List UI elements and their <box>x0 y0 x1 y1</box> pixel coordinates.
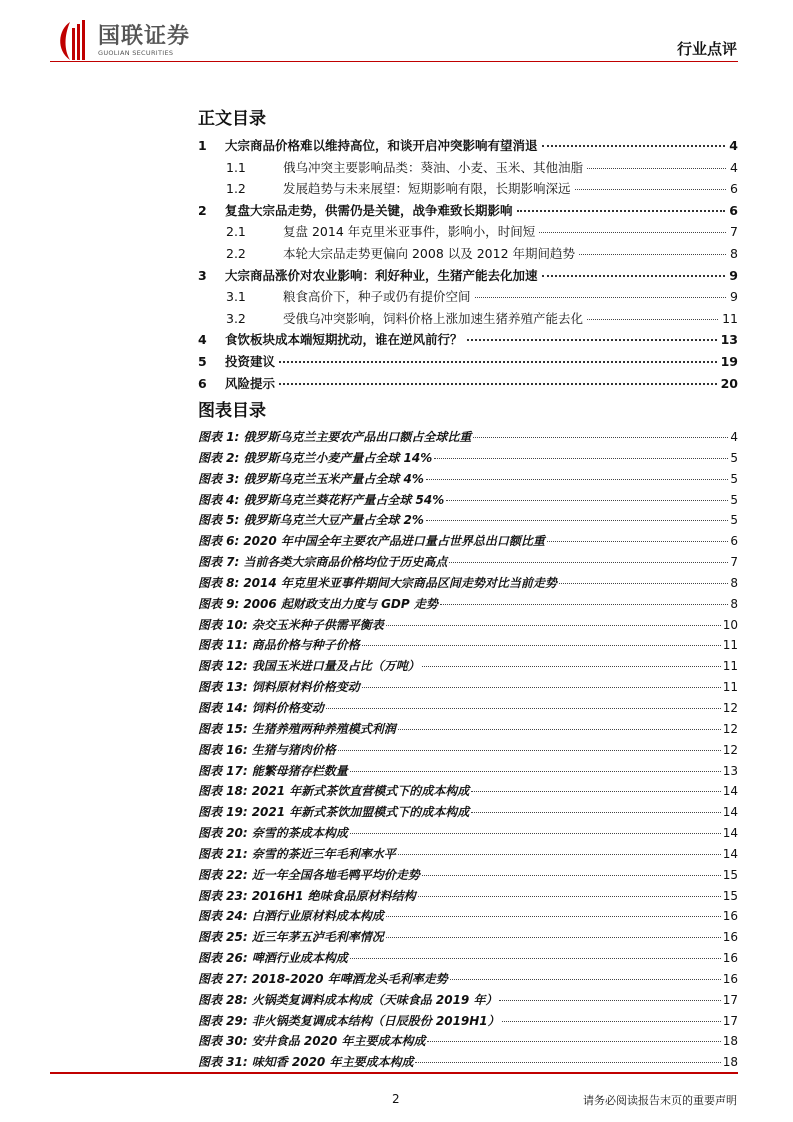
toc-entry[interactable] <box>198 266 738 288</box>
dot-leader <box>475 297 727 298</box>
dot-leader <box>422 875 721 876</box>
figure-entry-title: 火锅类复调料成本构成（天味食品 2019 年） <box>251 992 498 1007</box>
toc-title: 正文目录 <box>198 109 266 129</box>
figure-entry[interactable] <box>198 1012 738 1033</box>
dot-leader <box>398 729 721 730</box>
figure-entry[interactable] <box>198 741 738 762</box>
dot-leader <box>415 1062 720 1063</box>
figure-entry-label: 图表 28: <box>198 992 248 1007</box>
toc-entry-page: 8 <box>730 245 738 261</box>
figure-entry[interactable] <box>198 532 738 553</box>
figure-entry-label: 图表 26: <box>198 951 248 966</box>
figure-entry-page: 15 <box>722 888 738 903</box>
figure-entry-page: 10 <box>722 617 738 632</box>
figure-entry-title: 2020 年中国全年主要农产品进口量占世界总出口额比重 <box>243 534 545 549</box>
figure-entry-page: 15 <box>722 867 738 882</box>
dot-leader <box>386 937 721 938</box>
figure-entry-title: 生猪养殖两种养殖模式利润 <box>251 721 396 736</box>
figure-entry-label: 图表 3: <box>198 471 240 486</box>
figure-entry[interactable] <box>198 428 738 449</box>
figure-entry-page: 11 <box>722 638 738 653</box>
toc-entry-page: 20 <box>720 375 738 391</box>
figure-entry-title: 2016H1 绝味食品原材料结构 <box>251 888 416 903</box>
toc-entry-title: 本轮大宗品走势更偏向 2008 以及 2012 年期间趋势 <box>283 245 576 261</box>
figure-entry-title: 2014 年克里米亚事件期间大宗商品区间走势对比当前走势 <box>243 575 557 590</box>
figure-entry-label: 图表 14: <box>198 700 248 715</box>
figure-entry-title: 生猪与猪肉价格 <box>251 742 336 757</box>
figure-entry-label: 图表 2: <box>198 450 240 465</box>
figure-entry-page: 4 <box>730 430 738 444</box>
toc-entry-number: 5 <box>198 353 207 369</box>
toc-entry[interactable] <box>198 222 738 244</box>
toc-entry-page: 6 <box>730 181 738 197</box>
figure-entry-title: 能繁母猪存栏数量 <box>251 763 348 778</box>
figure-entry[interactable] <box>198 803 738 824</box>
toc-entry-title: 受俄乌冲突影响，饲料价格上涨加速生猪养殖产能去化 <box>283 310 584 326</box>
dot-leader <box>539 232 726 233</box>
figure-entry-page: 17 <box>722 1013 738 1028</box>
toc-entry-number: 1 <box>198 138 207 153</box>
dot-leader <box>587 319 718 320</box>
document-type: 行业点评 <box>676 40 737 58</box>
figure-entry-label: 图表 23: <box>198 888 248 903</box>
figure-entry-label: 图表 1: <box>198 430 240 444</box>
dot-leader <box>547 541 728 542</box>
figure-entry-label: 图表 16: <box>198 742 248 757</box>
figure-entry-label: 图表 24: <box>198 909 248 924</box>
figure-entry-label: 图表 27: <box>198 971 248 986</box>
dot-leader <box>386 625 721 626</box>
figure-entry-page: 12 <box>722 721 738 736</box>
figure-entry-page: 16 <box>722 909 738 924</box>
figure-entry[interactable] <box>198 616 738 637</box>
figure-entry-page: 16 <box>722 951 738 966</box>
figure-entry-label: 图表 15: <box>198 721 248 736</box>
toc-entry-page: 7 <box>730 224 738 240</box>
dot-leader <box>467 339 717 341</box>
header-divider-thick <box>50 61 344 62</box>
figure-entry-title: 俄罗斯乌克兰大豆产量占全球 2% <box>243 513 424 528</box>
figure-entry-title: 2021 年新式茶饮加盟模式下的成本构成 <box>251 805 470 820</box>
dot-leader <box>499 1000 720 1001</box>
figure-entry-page: 18 <box>722 1055 738 1070</box>
toc-entry[interactable] <box>198 309 738 331</box>
toc-entry-number: 2 <box>198 202 207 218</box>
disclaimer-notice: 请务必阅读报告末页的重要声明 <box>583 1094 737 1107</box>
figures-title: 图表目录 <box>198 401 266 421</box>
dot-leader <box>517 210 726 212</box>
figure-entry-page: 16 <box>722 930 738 945</box>
dot-leader <box>398 854 721 855</box>
toc-entry-number: 6 <box>198 375 207 391</box>
dot-leader <box>449 562 728 563</box>
company-logo <box>56 20 190 62</box>
dot-leader <box>326 708 721 709</box>
figure-entry[interactable] <box>198 907 738 928</box>
toc-entry-title: 风险提示 <box>225 375 276 391</box>
figure-entry[interactable] <box>198 449 738 470</box>
dot-leader <box>434 458 728 459</box>
figure-entry[interactable] <box>198 574 738 595</box>
dot-leader <box>575 189 727 190</box>
toc-entry-page: 6 <box>729 202 738 218</box>
toc-entry-number: 1.2 <box>226 181 246 197</box>
dot-leader <box>386 916 721 917</box>
dot-leader <box>279 383 717 385</box>
figure-entry[interactable] <box>198 845 738 866</box>
table-of-contents <box>198 136 738 395</box>
figure-entry[interactable] <box>198 928 738 949</box>
figure-entry-title: 近三年茅五泸毛利率情况 <box>251 930 384 945</box>
figure-entry-title: 安井食品 2020 年主要成本构成 <box>251 1034 426 1049</box>
toc-entry-title: 大宗商品价格难以维持高位，和谈开启冲突影响有望消退 <box>225 138 538 153</box>
figure-entry-page: 12 <box>722 700 738 715</box>
dot-leader <box>559 583 728 584</box>
toc-entry[interactable] <box>198 287 738 309</box>
dot-leader <box>446 500 728 501</box>
figure-entry[interactable] <box>198 470 738 491</box>
figure-entry-title: 奈雪的茶近三年毛利率水平 <box>251 846 396 861</box>
dot-leader <box>473 437 728 438</box>
figure-entry-page: 5 <box>730 492 738 507</box>
figure-entry-label: 图表 11: <box>198 638 248 653</box>
toc-entry[interactable] <box>198 136 738 158</box>
toc-entry-title: 食饮板块成本端短期扰动，谁在逆风前行？ <box>225 332 463 348</box>
figure-entry[interactable] <box>198 762 738 783</box>
dot-leader <box>542 145 726 147</box>
figure-entry-label: 图表 7: <box>198 555 240 570</box>
dot-leader <box>587 168 726 169</box>
dot-leader <box>502 1021 721 1022</box>
toc-entry[interactable] <box>198 374 738 396</box>
toc-entry-number: 3.1 <box>226 289 246 305</box>
toc-entry[interactable] <box>198 352 738 374</box>
figure-entry-label: 图表 12: <box>198 659 248 674</box>
figure-entry-page: 13 <box>722 763 738 778</box>
list-of-figures <box>198 428 738 1074</box>
toc-entry-page: 19 <box>720 353 738 369</box>
figure-entry-title: 2021 年新式茶饮直营模式下的成本构成 <box>251 784 470 799</box>
figure-entry-title: 非火锅类复调成本结构（日辰股份 2019H1） <box>251 1013 500 1028</box>
figure-entry-label: 图表 9: <box>198 596 240 611</box>
figure-entry-title: 饲料原材料价格变动 <box>251 680 360 695</box>
figure-entry-label: 图表 22: <box>198 867 248 882</box>
dot-leader <box>427 1041 720 1042</box>
dot-leader <box>362 687 721 688</box>
toc-entry-title: 复盘 2014 年克里米亚事件，影响小，时间短 <box>283 224 536 240</box>
figure-entry-label: 图表 31: <box>198 1055 248 1070</box>
figure-entry-page: 14 <box>722 826 738 841</box>
figure-entry-page: 7 <box>730 555 738 570</box>
dot-leader <box>440 604 728 605</box>
figure-entry-label: 图表 10: <box>198 617 248 632</box>
figure-entry-label: 图表 6: <box>198 534 240 549</box>
toc-entry-number: 4 <box>198 332 207 348</box>
toc-entry-title: 粮食高价下，种子或仍有提价空间 <box>283 289 471 305</box>
figure-entry-page: 5 <box>730 513 738 528</box>
figure-entry-page: 18 <box>722 1034 738 1049</box>
figure-entry[interactable] <box>198 595 738 616</box>
figure-entry-page: 11 <box>722 680 738 695</box>
figure-entry-title: 俄罗斯乌克兰葵花籽产量占全球 54% <box>243 492 445 507</box>
dot-leader <box>362 645 721 646</box>
dot-leader <box>471 812 720 813</box>
figure-entry-page: 8 <box>730 575 738 590</box>
dot-leader <box>350 771 721 772</box>
toc-entry-number: 1.1 <box>226 159 246 175</box>
toc-entry[interactable] <box>198 244 738 266</box>
figure-entry[interactable] <box>198 866 738 887</box>
figure-entry-title: 俄罗斯乌克兰小麦产量占全球 14% <box>243 450 433 465</box>
figure-entry-title: 俄罗斯乌克兰主要农产品出口额占全球比重 <box>243 430 472 444</box>
dot-leader <box>422 666 721 667</box>
figure-entry-label: 图表 5: <box>198 513 240 528</box>
dot-leader <box>471 791 720 792</box>
footer-divider <box>50 1072 738 1074</box>
figure-entry-label: 图表 8: <box>198 575 240 590</box>
figure-entry-title: 2006 起财政支出力度与 GDP 走势 <box>243 596 438 611</box>
figure-entry-page: 14 <box>722 846 738 861</box>
figure-entry[interactable] <box>198 824 738 845</box>
dot-leader <box>350 958 721 959</box>
page-number: 2 <box>392 1092 400 1106</box>
dot-leader <box>418 896 721 897</box>
toc-entry-page: 9 <box>729 267 738 283</box>
toc-entry[interactable] <box>198 179 738 201</box>
figure-entry[interactable] <box>198 949 738 970</box>
toc-entry-title: 大宗商品涨价对农业影响：利好种业，生猪产能去化加速 <box>225 267 538 283</box>
toc-entry-title: 投资建议 <box>225 353 276 369</box>
logo-name-en: GUOLIAN SECURITIES <box>98 49 174 57</box>
toc-entry[interactable] <box>198 201 738 223</box>
figure-entry-label: 图表 19: <box>198 805 248 820</box>
figure-entry[interactable] <box>198 553 738 574</box>
figure-entry[interactable] <box>198 491 738 512</box>
dot-leader <box>279 361 717 363</box>
toc-entry-page: 4 <box>729 138 738 153</box>
logo-flame-icon <box>56 20 90 62</box>
figure-entry-title: 当前各类大宗商品价格均位于历史高点 <box>243 555 448 570</box>
figure-entry[interactable] <box>198 720 738 741</box>
figure-entry-label: 图表 21: <box>198 846 248 861</box>
toc-entry-title: 发展趋势与未来展望：短期影响有限，长期影响深远 <box>283 181 571 197</box>
dot-leader <box>542 275 726 277</box>
figure-entry-page: 5 <box>730 471 738 486</box>
toc-entry-number: 3.2 <box>226 310 246 326</box>
figure-entry[interactable] <box>198 636 738 657</box>
figure-entry-title: 近一年全国各地毛鸭平均价走势 <box>251 867 420 882</box>
figure-entry-label: 图表 17: <box>198 763 248 778</box>
toc-entry-page: 4 <box>730 159 738 175</box>
dot-leader <box>426 479 728 480</box>
dot-leader <box>579 254 726 255</box>
figure-entry[interactable] <box>198 511 738 532</box>
figure-entry-page: 16 <box>722 971 738 986</box>
figure-entry-title: 奈雪的茶成本构成 <box>251 826 348 841</box>
figure-entry-page: 11 <box>722 659 738 674</box>
figure-entry-title: 白酒行业原材料成本构成 <box>251 909 384 924</box>
figure-entry-page: 14 <box>722 784 738 799</box>
dot-leader <box>338 750 721 751</box>
figure-entry-title: 杂交玉米种子供需平衡表 <box>251 617 384 632</box>
figure-entry-label: 图表 30: <box>198 1034 248 1049</box>
logo-name-cn: 国联证券 <box>98 24 191 49</box>
figure-entry-page: 14 <box>722 805 738 820</box>
figure-entry-label: 图表 29: <box>198 1013 248 1028</box>
toc-entry-number: 2.2 <box>226 245 246 261</box>
toc-entry[interactable] <box>198 158 738 180</box>
dot-leader <box>426 520 728 521</box>
dot-leader <box>350 833 721 834</box>
figure-entry-title: 俄罗斯乌克兰玉米产量占全球 4% <box>243 471 424 486</box>
figure-entry-page: 12 <box>722 742 738 757</box>
figure-entry-title: 啤酒行业成本构成 <box>251 951 348 966</box>
figure-entry-title: 饲料价格变动 <box>251 700 324 715</box>
figure-entry-title: 我国玉米进口量及占比（万吨） <box>251 659 420 674</box>
figure-entry[interactable] <box>198 887 738 908</box>
figure-entry[interactable] <box>198 1032 738 1053</box>
figure-entry-label: 图表 25: <box>198 930 248 945</box>
toc-entry-title: 复盘大宗品走势，供需仍是关键，战争难致长期影响 <box>225 202 513 218</box>
toc-entry-number: 3 <box>198 267 207 283</box>
toc-entry-page: 9 <box>730 289 738 305</box>
toc-entry[interactable] <box>198 330 738 352</box>
figure-entry-page: 6 <box>730 534 738 549</box>
figure-entry[interactable] <box>198 678 738 699</box>
toc-entry-page: 11 <box>722 310 738 326</box>
figure-entry-page: 5 <box>730 450 738 465</box>
figure-entry-title: 商品价格与种子价格 <box>251 638 360 653</box>
figure-entry-title: 2018-2020 年啤酒龙头毛利率走势 <box>251 971 448 986</box>
figure-entry[interactable] <box>198 991 738 1012</box>
figure-entry[interactable] <box>198 970 738 991</box>
figure-entry-label: 图表 13: <box>198 680 248 695</box>
figure-entry[interactable] <box>198 657 738 678</box>
figure-entry-page: 8 <box>730 596 738 611</box>
figure-entry-label: 图表 4: <box>198 492 240 507</box>
figure-entry-page: 17 <box>722 992 738 1007</box>
figure-entry-label: 图表 18: <box>198 784 248 799</box>
figure-entry[interactable] <box>198 699 738 720</box>
dot-leader <box>450 979 721 980</box>
toc-entry-page: 13 <box>720 332 738 348</box>
toc-entry-number: 2.1 <box>226 224 246 240</box>
figure-entry-title: 味知香 2020 年主要成本构成 <box>251 1055 414 1070</box>
figure-entry-label: 图表 20: <box>198 826 248 841</box>
figure-entry[interactable] <box>198 782 738 803</box>
toc-entry-title: 俄乌冲突主要影响品类：葵油、小麦、玉米、其他油脂 <box>283 159 584 175</box>
